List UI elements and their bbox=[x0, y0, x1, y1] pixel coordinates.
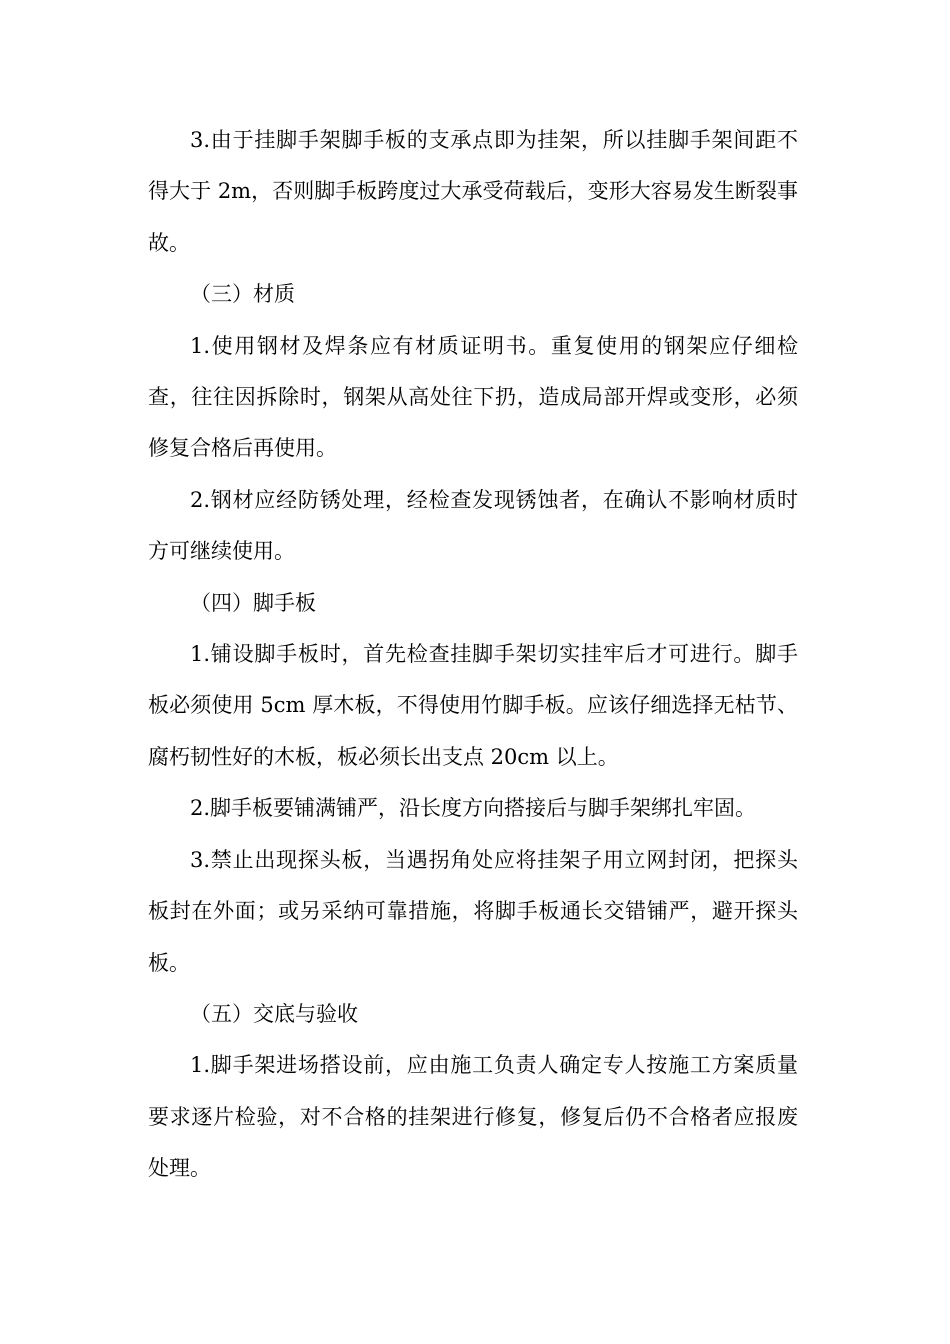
paragraph-item-1-material-certificate: 1.使用钢材及焊条应有材质证明书。重复使用的钢架应仔细检查，往往因拆除时，钢架从高处往下扔，造成局部开焊或变形，必须修复合格后再使用。 bbox=[148, 333, 798, 461]
section-heading-materials: （三）材质 bbox=[190, 282, 295, 307]
paragraph-item-3-support-spacing: 3.由于挂脚手架脚手板的支承点即为挂架，所以挂脚手架间距不得大于 2m，否则脚手板跨度过大承受荷载后，变形大容易发生断裂事故。 bbox=[148, 128, 798, 255]
paragraph-item-2-rust-treatment: 2.钢材应经防锈处理，经检查发现锈蚀者，在确认不影响材质时方可继续使用。 bbox=[148, 487, 798, 564]
paragraph-item-1-inspection: 1.脚手架进场搭设前，应由施工负责人确定专人按施工方案质量要求逐片检验，对不合格的挂架进行修复，修复后仍不合格者应报废处理。 bbox=[148, 1053, 798, 1181]
section-heading-handover-acceptance: （五）交底与验收 bbox=[190, 1001, 358, 1026]
document-body bbox=[148, 115, 798, 1195]
paragraph-item-2-board-fastening: 2.脚手板要铺满铺严，沿长度方向搭接后与脚手架绑扎牢固。 bbox=[190, 796, 757, 821]
paragraph-item-1-board-laying: 1.铺设脚手板时，首先检查挂脚手架切实挂牢后才可进行。脚手板必须使用 5cm 厚木板，不得使用竹脚手板。应该仔细选择无枯节、腐朽韧性好的木板，板必须长出支点 20cm 以上。 bbox=[148, 642, 798, 769]
paragraph-item-3-no-probe-board: 3.禁止出现探头板，当遇拐角处应将挂架子用立网封闭，把探头板封在外面；或另采纳可靠措施，将脚手板通长交错铺严，避开探头板。 bbox=[148, 847, 798, 975]
section-heading-scaffold-board: （四）脚手板 bbox=[190, 590, 316, 615]
